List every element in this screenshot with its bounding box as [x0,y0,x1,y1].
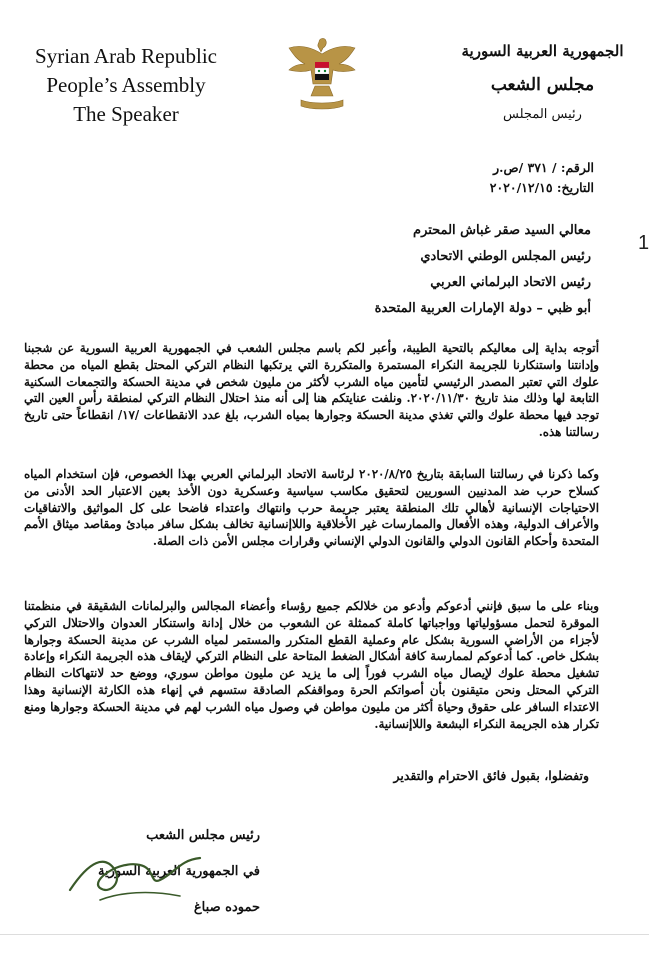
handwritten-signature-icon [60,840,210,910]
eagle-emblem-icon [283,34,361,114]
reference-block [490,158,594,198]
addressee-line: رئيس الاتحاد البرلماني العربي [430,275,591,290]
reference-date: التاريخ: ٢٠٢٠/١٢/١٥ [489,180,594,195]
header-en-speaker: The Speaker [73,102,179,126]
header-ar-speaker: رئيس المجلس [503,107,582,122]
addressee-line: معالي السيد صقر غباش المحترم [413,223,591,238]
body-paragraph: أتوجه بداية إلى معاليكم بالتحية الطيبة، وأعبر لكم باسم مجلس الشعب في الجمهورية العربية السورية عن شجبنا وإدانتنا واستنكارنا للجريمة النكراء المستمرة والمتكررة التي يرتكبها النظام التركي المحتل بقطع المياه من محطة علوك التي تعتبر المصدر الرئيسي لتأمين مياه الشرب لأكثر من مليون شخص في مدينة الحسكة والتجمعات السكنية التابعة لها وذلك منذ تاريخ ٢٠٢٠/١١/٣٠. ونلفت عنايتكم هنا إلى أنه منذ احتلال النظام التركي لمنطقة رأس العين التي توجد فيها محطة علوك والتي تغذي مدينة الحسكة وجوارها بمياه الشرب، بلغ عدد الانقطاعات /١٧/ انقطاعاً حتى تاريخ رسالتنا هذه. [24,341,599,439]
closing-line: وتفضلوا، بقبول فائق الاحترام والتقدير [393,768,589,783]
page-bottom-divider [0,934,649,935]
signature-title: رئيس مجلس الشعب [146,828,260,843]
header-ar-assembly: مجلس الشعب [490,75,595,95]
header-en-country: Syrian Arab Republic [35,44,217,68]
addressee-block [375,218,591,322]
header-arabic [455,38,630,126]
signature-country: في الجمهورية العربية السورية [98,864,260,879]
page-side-mark: 1 [638,232,649,254]
header-ar-country: الجمهورية العربية السورية [461,42,624,60]
addressee-line: أبو ظبي – دولة الإمارات العربية المتحدة [374,301,591,316]
addressee-line: رئيس المجلس الوطني الاتحادي [420,249,591,264]
reference-number: الرقم: / ٣٧١ /ص.ر [493,160,594,175]
body-paragraph: وبناء على ما سبق فإنني أدعوكم وأدعو من خلالكم جميع رؤساء وأعضاء المجالس والبرلمانات الشقيقة في منظمتنا الموقرة لتحمل مسؤولياتها وواجباتها كاملة كممثلة عن الشعوب من خلال إدانة واستنكار العدوان والاحتلال التركي لأجزاء من الأراضي السورية بشكل عام وعملية القطع المتكرر والمستمر لمياه الشرب عن مدينة الحسكة وجوارها بشكل خاص. كما أدعوكم لممارسة كافة أشكال الضغط المتاحة على النظام التركي لإيقاف هذه الجريمة النكراء وإعادة تشغيل محطة علوك لإيصال مياه الشرب فوراً إلى ما يزيد عن مليون مواطن سوري، ووضع حد لانتهاكات النظام التركي المحتل ونحن متيقنون بأن أصواتكم الحرة ومواقفكم الصادقة ستسهم في إنهاء هذه الكارثة الإنسانية وهذا الاعتداء السافر على حقوق وحياة أكثر من مليون مواطن في وصول مياه الشرب لهم في مدينة الحسكة وجوارها ومنع تكرار هذه الجريمة النكراء البشعة واللاإنسانية. [24,599,599,731]
header-en-assembly: People’s Assembly [46,73,206,97]
body-paragraph: وكما ذكرنا في رسالتنا السابقة بتاريخ ٢٠٢٠/٨/٢٥ لرئاسة الاتحاد البرلماني العربي بهذا الخصوص، فإن استخدام المياه كسلاح حرب ضد المدنيين السوريين لتحقيق مكاسب سياسية وعسكرية دون الأخذ بعين الاعتبار الحد الأدنى من الاحتياجات الإنسانية لأهالي تلك المنطقة يعتبر جريمة حرب وانتهاك واعتداء فاضحا على كل المواثيق والاتفاقيات والأعراف الدولية، وهذه الأفعال والممارسات غير الأخلاقية واللاإنسانية تخالف بشكل سافر مبادئ ومقاصد ميثاق الأمم المتحدة وأحكام القانون الدولي والقانون الدولي الإنساني وقرارات مجلس الأمن ذات الصلة. [24,467,600,549]
signature-name: حموده صباغ [193,900,260,915]
header-english [26,42,226,129]
